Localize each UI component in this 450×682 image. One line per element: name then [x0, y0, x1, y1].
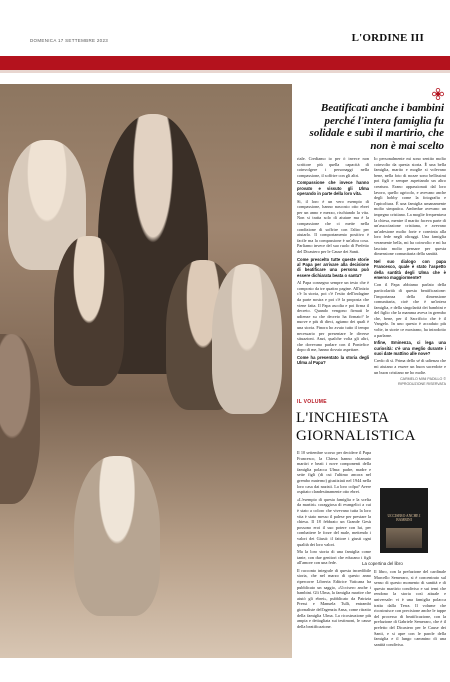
- red-underline: [0, 70, 450, 73]
- photo-figure-mother: [0, 334, 40, 504]
- paragraph: Con il Papa abbiamo parlato della particolarità di questa beatificazione: l'importanza della dimensione comunitaria, cioè che è un'intera famiglia, e della singolarità dei bambini e del figlio che la mamma aveva in grembo che, bene, per il Sacrificio che è il Vangelo. In uno questo è accaduto più volte, in storie ce mostrano, ha introdotto a parlarne.: [374, 282, 446, 338]
- feature-column-2: [374, 569, 446, 655]
- photo-figure-child-center: [54, 236, 124, 386]
- family-photo: [0, 84, 292, 681]
- feature-title: [296, 409, 448, 445]
- feature-title-line-1: L'INCHIESTA: [296, 410, 390, 426]
- paragraph: Il racconto integrale di questa incredibile storia, che nel marzo di questo anno ripercorre Libreria Editrice Vaticana ha pubblicato un saggio, «Uccisero anche i bambini. Gli Ulma, la famiglia martire che aiutò gli ebrei», pubblicato da Patrizia Pressi e Manuela Tulli, entrambi giornaliste dell'agenzia Ansa, come ritratto della famiglia Ulma. La ricostruzione più ampia e dettagliata sui testimoni, le cause della beatificazione.: [297, 567, 371, 629]
- paragraph: Io personalmente mi sono sentito molto coinvolto da questa storia. È una bella famiglia, marito e moglie si volevano bene, nella foto di nozze sono bellissimi poi figli e sempre aspettando un altro creatura. Erano appassionati dal loro lavoro, quello agricolo, e avevano anche degli hobby come la fotografia e l'apicoltura. È una famiglia umanamente molto simpatica. Ambedue avevano un impegno cristiano. La moglie frequentava la chiesa, mentre il marito faceva parte di un'associazione cristiana, e avevano un'adesione molto forte e convinta alla loro fede negli oltraggi. Una famiglia veramente bella, mi ha coinvolto e mi ha lasciato molto pensare per questa dimensione comunitaria della santità.: [374, 156, 446, 257]
- question: Infine, Eminenza, ci lega una curiosità: c'è una meglio durante i suoi date mattino alle nove?: [374, 340, 446, 357]
- photo-figure-child-far-right: [212, 264, 282, 414]
- interview-column-1: [297, 156, 369, 396]
- red-band: [0, 56, 450, 70]
- author-signature: CARMELO MINI PADILLO © RIPRODUZIONE RISERVATA: [397, 377, 446, 387]
- question: Come ha presentato la storia degli Ulma al Papa?: [297, 354, 369, 366]
- issue-date: DOMENICA 17 SETTEMBRE 2023: [30, 38, 109, 43]
- feature-column-1: [297, 450, 371, 655]
- page-header: [0, 0, 450, 50]
- interview-column-2: [374, 156, 446, 396]
- book-cover: [380, 488, 428, 553]
- paragraph: Al Papa consegno sempre un testo che è composto da tre quattro pagine. All'inizio c'è la storia, poi c'è l'esito dell'indagine da parte nostra e poi c'è la proposta che viene fatta. Il Papa ascolta e poi firma il decreto. Quando vengono firmati le udienze su che decreto ha firmato? le nuove e più di dieci, agiamo dei quali è una storia. Finora ho avuto tutto il tempo necessario per presentare le diverse situazioni. Anzi, qualche volta gli altri, che dovevano parlare con il Pontefice dopo di me, hanno dovuto aspettare.: [297, 280, 369, 353]
- article-headline: Beatificati anche i bambini perché l'intera famiglia fu solidale e subì il martirio, che non è mai scelto: [309, 102, 444, 152]
- book-cover-title: UCCISERO ANCHE I BAMBINI: [387, 514, 421, 523]
- paragraph: Sì, il loro è un vero esempio di compassione, hanno nascosto otto ebrei per un anno e mezzo, rischiando la vita. Non si tratta solo di aiutare ma è la compassione che ci mette nella condizione di soffrire con l'altro per aiutarlo. Il comportamento positivo è facile ma la compassione è un'altra cosa. Parliamo invece del suo ruolo di Prefetto del Dicastero per le Cause dei Santi.: [297, 198, 369, 254]
- paragraph: Il 10 settembre scorso per decidere il Papa Francesco, la Chiesa hanno chiamato martiri e beati i nove componenti della famiglia polacca Ulma: padre, madre e sette figli (di cui l'ultimo ancora nel grembo materno) giustiziati nel 1944 nella loro casa dai nazisti. La loro colpa? Avere ospitato clandestinamente otto ebrei.: [297, 450, 371, 495]
- newspaper-brand: L'ORDINE III: [351, 32, 424, 44]
- paragraph: Credo di sì. Prima dello sé di udienza che mi aiutano a essere un buon sacerdote e un buon cristiano ne ho molte.: [374, 358, 446, 375]
- photo-caption: La famiglia Ulma ritratta dai nazisti il 24 marzo 1944 a Markowa, in Polonia: [238, 658, 287, 681]
- paragraph: «L'esempio di questa famiglia e la scelta da martiri» coraggiosa di evangelici a cui è stato a coloro che vivevano tutta la loro vita è stato messo il palese per prestare la chiesa. Il 18 febbraio un Grande Gesù possono eroi il suo potere con lui, per combattere le forze del male, mettendo i valori dei Giusti: il fattore i giusti ogni qualità dei loro valori.: [297, 496, 371, 547]
- section-kicker: IL VOLUME: [297, 399, 327, 405]
- question: Come prescelto tutte queste storie al Papa per arrivare alla decisione di beatificare una persona può essere dichiarata beata o santa?: [297, 256, 369, 278]
- flower-emblem-icon: [432, 88, 444, 100]
- paragraph: Il libro, con la prefazione del cardinale Marcello Semeraro, si è concentrato sul senso di questo momento di santità e di questo martirio condiviso e sui temi che rendono la storia così attuale e universale: vi è una famiglia polacca tratta dalla Terra. Il volume che ricostruisce con precisione anche le tappe del processo di beatificazione, con la prefazione di Gabriele Semeraro, che è il prefetto del Dicastero per le Cause dei Santi, e si apre con le parole della famiglia e il lungo cammino di una santità condivisa.: [374, 569, 446, 647]
- book-caption: La copertina del libro: [362, 561, 403, 566]
- photo-figure-child-bottom: [74, 456, 160, 616]
- paragraph: Ma la loro storia di una famiglia come tante, con due genitori che educano i figli all'amore con una fede.: [297, 549, 371, 566]
- book-cover-image: [386, 528, 422, 548]
- question: Nel suo dialogo con papa Francesco, quale è stato l'aspetto della santità degli Ulma che è emerso maggiormente?: [374, 258, 446, 280]
- question: Compassione che invece hanno provato e vissuto gli Ulma operando in parte della loro vita.: [297, 180, 369, 197]
- feature-title-line-2: GIORNALISTICA: [296, 428, 416, 444]
- paragraph: riale. Crediamo io per ò invece non scrittore più quella capacità di coinvolgere i personaggi nella compassione, il soffrire con gli altri.: [297, 156, 369, 178]
